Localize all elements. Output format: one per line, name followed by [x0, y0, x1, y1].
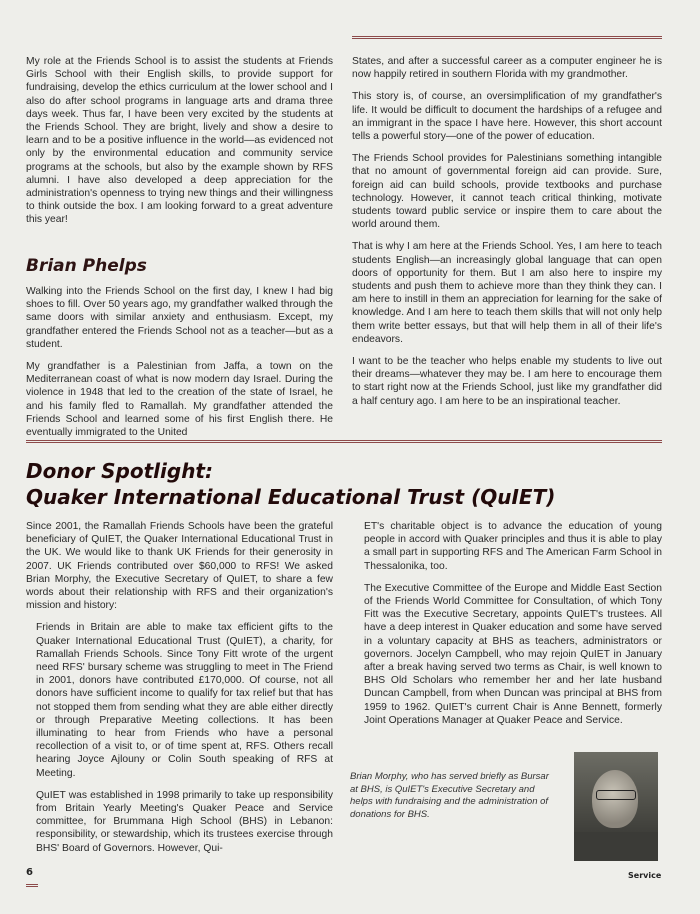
spotlight-title-line2: Quaker International Educational Trust (QuIET): [26, 485, 556, 509]
spotlight-rule: [26, 440, 662, 443]
paragraph: ET's charitable object is to advance the education of young people in accord with Quaker principles and thus it is able to play a small part in supporting RFS and The American Farm School in Thessalonika, too.: [364, 521, 662, 572]
paragraph: My grandfather is a Palestinian from Jaffa, a town on the Mediterranean coast of what is now modern day Israel. During the violence in 1948 that led to the creation of the state of Israel, he and his family fled to Ramallah. My grandfather attended the Friends School and learned some of his first English there. He eventually immigrated to the United: [26, 361, 333, 439]
paragraph: The Executive Committee of the Europe and Middle East Section of the Friends World Committee for Consultation, of which Tony Fitt was the Executive Secretary, appoints QuIET's trustees. All have a deep interest in Quaker education and some have served in a voluntary capacity at BHS as teachers, administrators or governors. Jocelyn Campbell, who may rejoin QuIET in January after a break having served two terms as Chair, is well known to BHS Old Scholars who remember her and her late husband Duncan Campbell, from when Duncan was principal at BHS from 1959 to 1962. QuIET's current Chair is Anne Bennett, formerly Joint Operations Manager at Quaker Peace and Service.: [364, 582, 662, 726]
quote-paragraph: Friends in Britain are able to make tax efficient gifts to the Quaker International Educational Trust (QuIET), a charity, for Ramallah Friends Schools. Since Tony Fitt wrote of the urgent need RFS' bursary scheme was struggling to meet in The Friend in 2001, donors have contributed £170,000. Of course, not all donors have sufficient income to qualify for tax relief but that has not stopped them from sending what they are able either directly or through Preparative Meeting collections. It has been illuminating to hear from Friends who have a personal recollection of a visit to, or of time spent at, RFS. Others recall hearing Joyce Ajlouny or Colin South speaking of RFS at Meeting.: [36, 622, 333, 779]
paragraph: I want to be the teacher who helps enable my students to live out their dreams—whatever they may be. I am here to encourage them to start right now at the Friends School, just like my grandfather did a half century ago. I am here to be an inspirational teacher.: [352, 356, 662, 407]
page-number: 6: [26, 867, 33, 878]
top-rule: [352, 36, 662, 39]
footer-label: Service: [628, 871, 662, 880]
spotlight-left-column: [26, 520, 333, 864]
paragraph: The Friends School provides for Palestinians something intangible that no amount of governmental foreign aid can provide. Sure, foreign aid can build schools, provide textbooks and purchase technology. However, it cannot teach critical thinking, motivate students toward public service or inspire them to care about the world around them.: [352, 153, 662, 231]
paragraph: That is why I am here at the Friends School. Yes, I am here to teach students English—an increasingly global language that can open doors of opportunity for them. But I am also here to inspire my students and push them to achieve more than they think they can. I am here to instill in them an appreciation for learning for the sake of knowledge. And I am here to teach them skills that will not only help them write better essays, but that will help them in all of their life's endeavors.: [352, 241, 662, 345]
brian-section-body: [26, 285, 333, 448]
brian-section-title: Brian Phelps: [26, 256, 147, 276]
paragraph: States, and after a successful career as a computer engineer he is now happily retired in southern Florida with my grandmother.: [352, 56, 662, 81]
paragraph: This story is, of course, an oversimplification of my grandfather's life. It would be difficult to document the hardships of a refugee and an immigrant in the space I have here. However, this short account tells a powerful story—one of the power of education.: [352, 91, 662, 143]
quote-paragraph: QuIET was established in 1998 primarily to take up responsibility from Britain Yearly Meeting's Quaker Peace and Service committee, for Brummana High School (BHS) in Lebanon: responsibility, or stewardship, which its trustees exercise through BHS' Board of Governors. However, Qui-: [36, 789, 333, 854]
photo-glasses: [596, 790, 636, 800]
paragraph: Walking into the Friends School on the first day, I knew I had big shoes to fill. Over 50 years ago, my grandfather walked through the same doors with similar anxiety and enthusiasm. Except, my grandfather entered the Friends School not as a teacher—but as a student.: [26, 286, 333, 350]
top-left-column: [26, 55, 333, 236]
spotlight-title-line1: Donor Spotlight:: [26, 459, 213, 483]
paragraph: My role at the Friends School is to assist the students at Friends Girls School with their English skills, to provide support for fundraising, develop the ethics curriculum at the lower school and I also do after school programs in language arts and drama three days week. Thus far, I have been very excited by the students at the Friends School. They are bright, lively and show a desire to learn and to be a positive influence in the world—as evidenced not only by the environmental education and community service programs at the schools, but also by the example shown by RFS alumni. I have also developed a deep appreciation for the administration's openness to trying new things and their willingness to think outside the box. I am looking forward to a great adventure this year!: [26, 56, 333, 226]
paragraph: Since 2001, the Ramallah Friends Schools have been the grateful beneficiary of QuIET, the Quaker International Educational Trust in the UK. We would like to thank UK Friends for their generosity in 2007. UK Friends contributed over $60,000 to RFS! We asked Brian Morphy, the Executive Secretary of QuIET, to share a few words about their relationship with RFS and their organization's mission and history:: [26, 521, 333, 612]
spotlight-right-column: [364, 520, 662, 736]
photo-caption: Brian Morphy, who has served briefly as Bursar at BHS, is QuIET's Executive Secretary and helps with fundraising and the administration of donations for BHS.: [350, 771, 549, 820]
spotlight-title: [26, 458, 555, 510]
page-number-rule: [26, 884, 38, 887]
top-right-column: [352, 55, 662, 417]
photo-shirt: [574, 832, 658, 861]
brian-morphy-photo: [574, 752, 658, 861]
